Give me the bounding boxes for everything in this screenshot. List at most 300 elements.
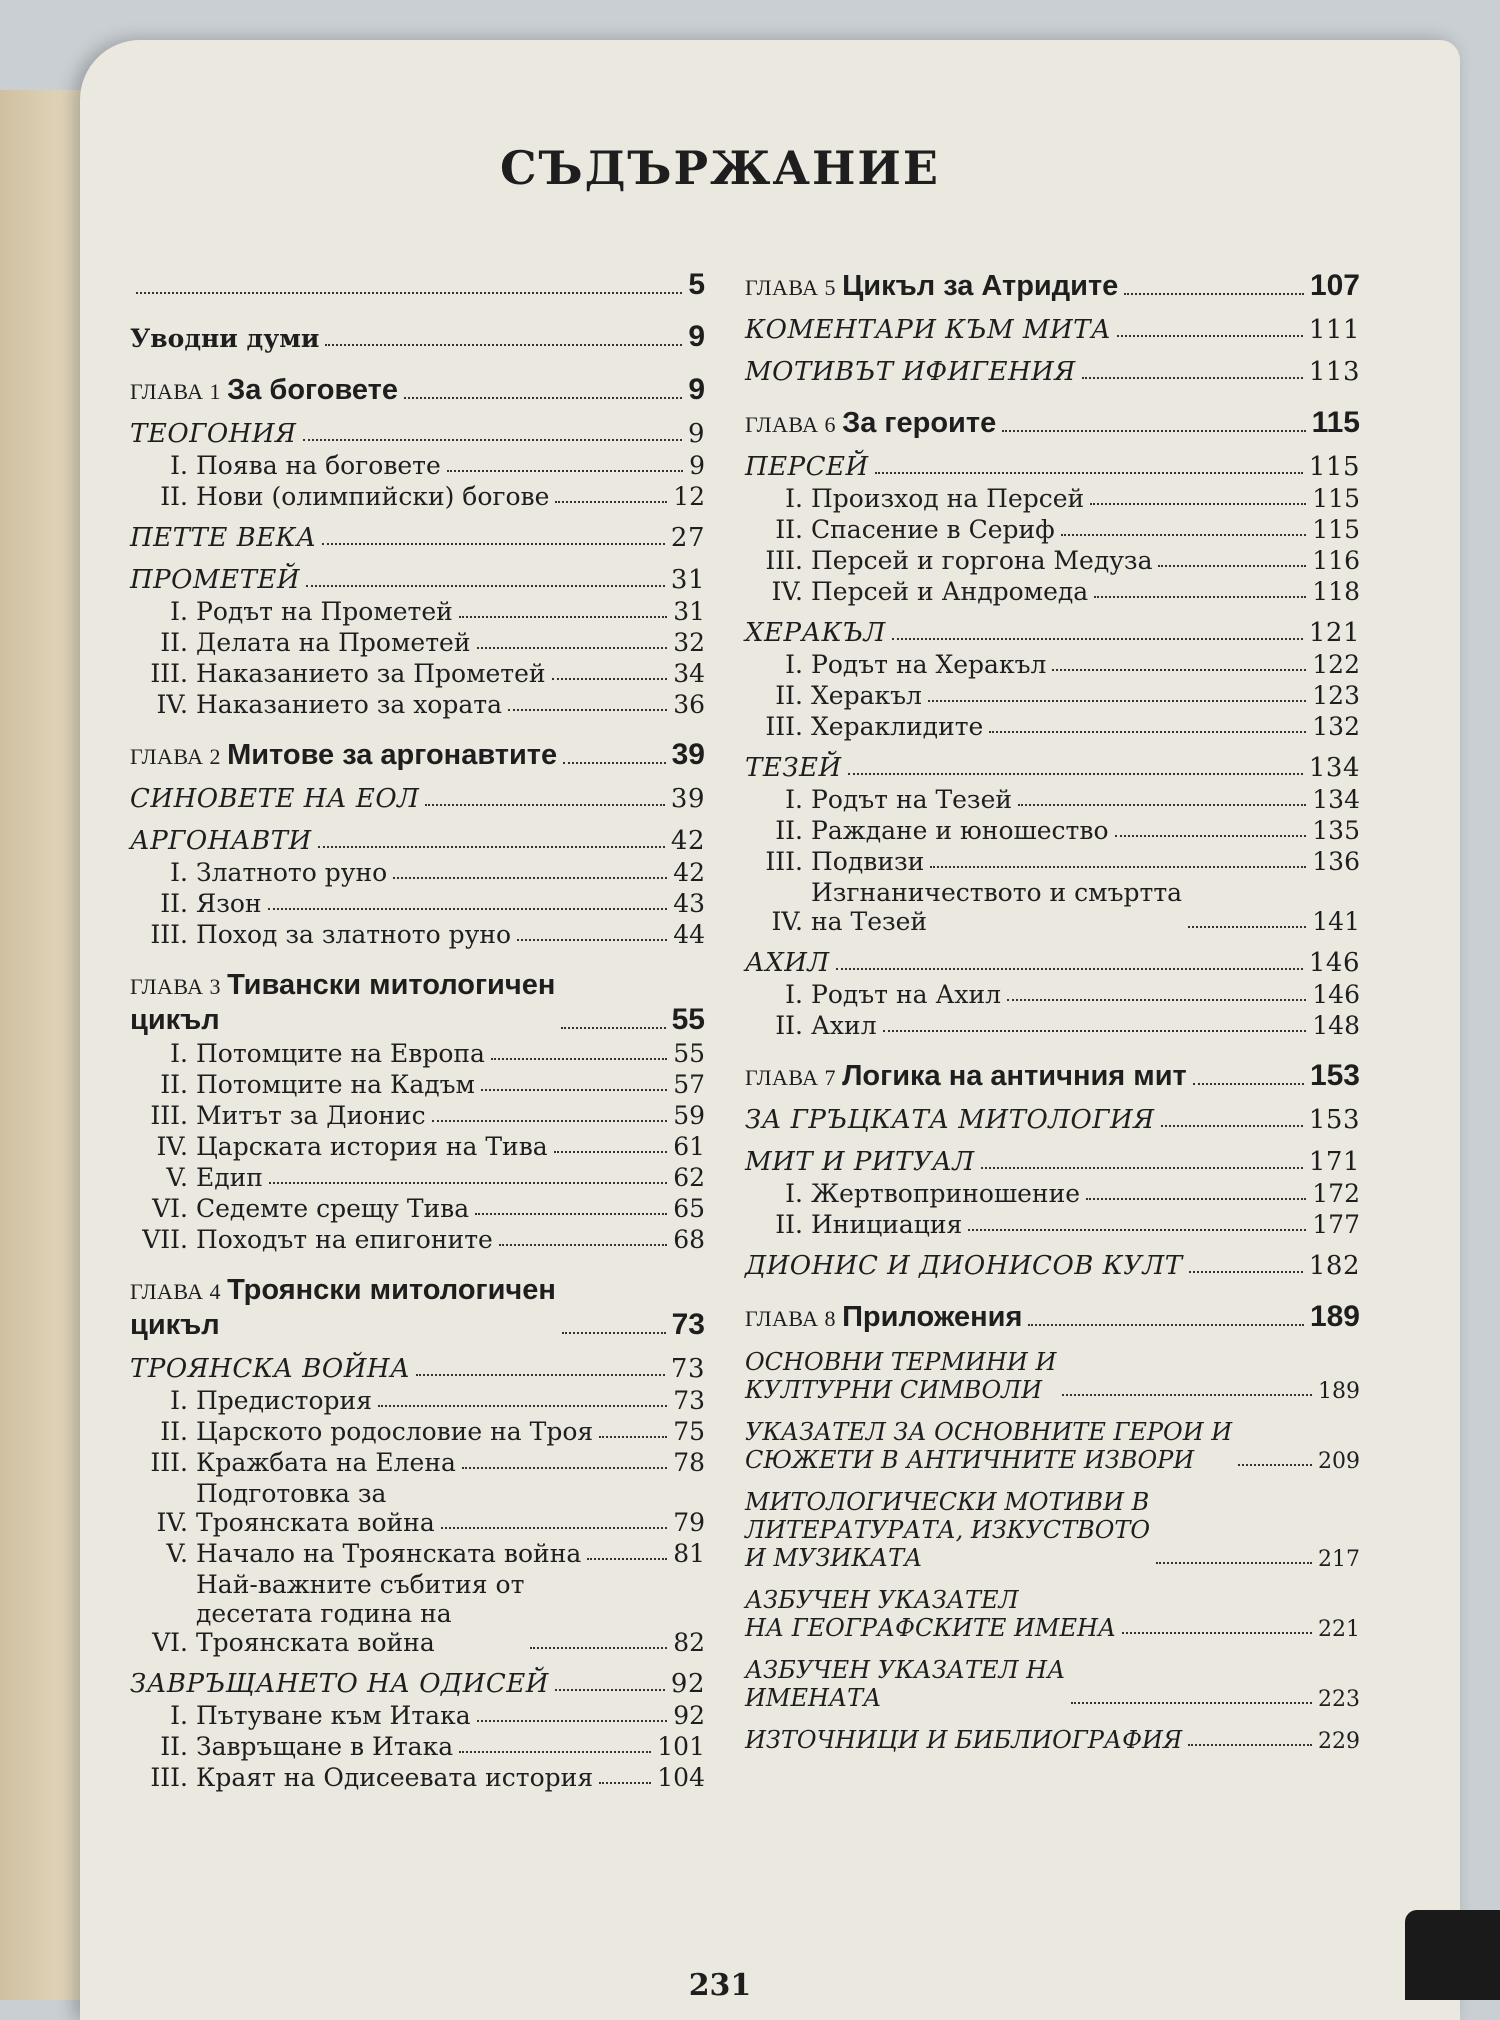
subsection-title: Спасение в Сериф (811, 515, 1055, 544)
page-number-ref: 118 (1312, 577, 1360, 606)
dot-leader (892, 638, 1303, 640)
toc-entry-sub (130, 858, 705, 887)
dot-leader (1002, 430, 1305, 432)
subsection-title: Хераклидите (811, 712, 984, 741)
subsection-title: Язон (196, 889, 262, 918)
toc-entry-section (745, 1147, 1360, 1177)
roman-numeral: III. (150, 1101, 188, 1130)
toc-entry-sub (130, 1101, 705, 1130)
toc-entry-chapter-intro (130, 320, 705, 354)
page-number-ref: 115 (1312, 515, 1360, 544)
dot-leader (306, 585, 665, 587)
dot-leader (1052, 669, 1306, 671)
roman-numeral: IV. (156, 1508, 188, 1537)
roman-numeral: I. (170, 1386, 188, 1415)
dot-leader (563, 762, 665, 764)
chapter-heading (130, 737, 557, 772)
page-number-ref: 79 (673, 1508, 705, 1537)
dot-leader (599, 1782, 651, 1784)
toc-right-list (745, 268, 1360, 1754)
section-title: ТЕОГОНИЯ (130, 419, 297, 449)
dot-leader (836, 968, 1303, 970)
subsection-heading (130, 1570, 524, 1657)
toc-entry-sub (745, 847, 1360, 876)
dot-leader (562, 1332, 666, 1334)
roman-numeral: II. (160, 1417, 188, 1446)
toc-entry-sub (130, 1132, 705, 1161)
dot-leader (393, 877, 667, 879)
dot-leader (508, 709, 667, 711)
roman-numeral: III. (765, 546, 803, 575)
toc-entry-chapter (130, 1272, 705, 1342)
dot-leader (1158, 565, 1306, 567)
toc-entry-chapter (745, 1058, 1360, 1093)
toc-entry-sub (745, 712, 1360, 741)
page-number-ref: 115 (1311, 406, 1360, 439)
subsection-title: Златното руно (196, 858, 388, 887)
subsection-heading (745, 878, 1182, 936)
subsection-title: Родът на Тезей (811, 785, 1013, 814)
dot-leader (1156, 1562, 1312, 1564)
toc-entry-chapter (745, 1299, 1360, 1334)
dot-leader (441, 1527, 667, 1529)
subsection-title: Ахил (811, 1011, 877, 1040)
page-number-ref: 177 (1312, 1210, 1360, 1239)
toc-entry-sub (745, 1011, 1360, 1040)
subsection-heading (745, 515, 1055, 544)
toc-entry-sub (745, 980, 1360, 1009)
roman-numeral: II. (775, 1011, 803, 1040)
page-number-ref: 73 (671, 1308, 705, 1341)
dot-leader (928, 700, 1306, 702)
subsection-heading (130, 1539, 581, 1568)
chapter-title: Цикъл за Атридите (842, 270, 1119, 302)
dot-leader (1193, 1083, 1304, 1085)
subsection-heading (745, 484, 1084, 513)
page-number-ref: 65 (673, 1194, 705, 1223)
dot-leader (499, 1244, 667, 1246)
dot-leader (968, 1229, 1306, 1231)
subsection-title: Родът на Прометей (196, 597, 453, 626)
subsection-heading (745, 712, 983, 741)
dot-leader (378, 1405, 667, 1407)
chapter-heading (745, 1299, 1022, 1334)
roman-numeral: III. (150, 1763, 188, 1792)
toc-entry-appendix (745, 1726, 1360, 1754)
subsection-heading (745, 785, 1012, 814)
toc-entry-sub (130, 1763, 705, 1792)
dot-leader (555, 501, 667, 503)
chapter-label: ГЛАВА 2 (130, 744, 222, 769)
toc-entry-sub (130, 482, 705, 511)
dot-leader (1071, 1702, 1312, 1704)
toc-entry-section (745, 618, 1360, 648)
subsection-heading (130, 482, 549, 511)
page-number-ref: 39 (670, 784, 705, 814)
chapter-title: Логика на античния мит (842, 1060, 1187, 1092)
subsection-heading (130, 597, 453, 626)
subsection-title: Персей и горгона Медуза (811, 546, 1153, 575)
roman-numeral: IV. (156, 690, 188, 719)
page-number-ref: 9 (688, 373, 705, 406)
chapter-title: Митове за аргонавтите (227, 739, 558, 771)
page-number-ref: 78 (673, 1448, 705, 1477)
subsection-heading (130, 1194, 469, 1223)
page-number-ref: 111 (1308, 315, 1360, 345)
page-number-ref: 9 (688, 320, 705, 353)
subsection-heading (745, 650, 1046, 679)
subsection-heading (130, 1417, 593, 1446)
subsection-heading (745, 816, 1109, 845)
toc-entry-sub (130, 1163, 705, 1192)
chapter-heading (130, 967, 555, 1037)
subsection-heading (130, 858, 387, 887)
dot-leader (416, 1374, 665, 1376)
dot-leader (989, 731, 1306, 733)
toc-entry-sub (745, 681, 1360, 710)
roman-numeral: I. (785, 785, 803, 814)
dot-leader (1188, 1744, 1312, 1746)
page-number-ref: 141 (1312, 907, 1360, 936)
toc-entry-sub (745, 515, 1360, 544)
subsection-heading (130, 1101, 426, 1130)
dot-leader (322, 543, 664, 545)
dot-leader (303, 439, 682, 441)
roman-numeral: III. (150, 920, 188, 949)
chapter-title: За боговете (227, 374, 398, 406)
dot-leader (325, 344, 682, 346)
dot-leader (552, 678, 668, 680)
dot-leader (404, 397, 682, 399)
subsection-title: Делата на Прометей (196, 628, 471, 657)
subsection-heading (745, 980, 1001, 1009)
appendix-title: АЗБУЧЕН УКАЗАТЕЛ НА ГЕОГРАФСКИТЕ ИМЕНА (745, 1586, 1117, 1642)
dot-leader (481, 1089, 667, 1091)
page-number-ref: 107 (1309, 269, 1360, 302)
toc-entry-sub (745, 577, 1360, 606)
toc-entry-section (745, 1251, 1360, 1281)
subsection-heading (130, 920, 511, 949)
subsection-heading (130, 1386, 372, 1415)
binder-clip (1405, 1910, 1500, 2000)
toc-entry-section (745, 753, 1360, 783)
subsection-heading (130, 1163, 263, 1192)
page-title: СЪДЪРЖАНИЕ (500, 140, 940, 195)
chapter-title: Приложения (842, 1301, 1023, 1333)
toc-left-list (130, 268, 705, 1792)
dot-leader (517, 939, 667, 941)
roman-numeral: IV. (771, 577, 803, 606)
roman-numeral: II. (160, 889, 188, 918)
appendix-title: МИТОЛОГИЧЕСКИ МОТИВИ В ЛИТЕРАТУРАТА, ИЗКУСТВОТО И МУЗИКАТА (745, 1488, 1151, 1572)
page-number-ref: 42 (670, 826, 705, 856)
toc-entry-appendix (745, 1348, 1360, 1404)
dot-leader (1018, 804, 1306, 806)
page-number-ref: 75 (673, 1417, 705, 1446)
chapter-heading (130, 1272, 556, 1342)
dot-leader (425, 804, 665, 806)
dot-leader (1086, 1198, 1306, 1200)
subsection-heading (130, 628, 471, 657)
roman-numeral: II. (775, 816, 803, 845)
roman-numeral: II. (775, 681, 803, 710)
toc-entry-sub (130, 451, 705, 480)
roman-numeral: I. (785, 1179, 803, 1208)
page-number-ref: 55 (673, 1039, 705, 1068)
section-title: СИНОВЕТЕ НА ЕОЛ (130, 784, 420, 814)
subsection-title: Потомците на Кадъм (196, 1070, 476, 1099)
subsection-heading (130, 659, 546, 688)
subsection-title: Поход за златното руно (196, 920, 512, 949)
toc-entry-sub (130, 628, 705, 657)
chapter-label: ГЛАВА 1 (130, 379, 222, 404)
page-number-ref: 81 (673, 1539, 705, 1568)
page-number-ref: 12 (673, 482, 705, 511)
toc-entry-appendix (745, 1488, 1360, 1572)
toc-entry-section (745, 452, 1360, 482)
section-title: АХИЛ (745, 948, 830, 978)
section-title: ТРОЯНСКА ВОЙНА (130, 1354, 411, 1384)
dot-leader (136, 292, 682, 294)
chapter-label: ГЛАВА 4 (130, 1279, 222, 1304)
dot-leader (1007, 999, 1306, 1001)
subsection-heading (130, 1732, 453, 1761)
chapter-heading (745, 1058, 1187, 1093)
subsection-title: Едип (196, 1163, 263, 1192)
toc-entry-sub (130, 597, 705, 626)
toc-entry-sub (130, 920, 705, 949)
subsection-title: Жертвоприношение (811, 1179, 1081, 1208)
subsection-title: Походът на епигоните (196, 1225, 493, 1254)
toc-entry-sub (130, 1039, 705, 1068)
subsection-heading (130, 1763, 593, 1792)
subsection-title: Предистория (196, 1386, 372, 1415)
roman-numeral: II. (160, 482, 188, 511)
section-title: ЗАВРЪЩАНЕТО НА ОДИСЕЙ (130, 1669, 549, 1699)
page-number-ref: 61 (673, 1132, 705, 1161)
chapter-label: ГЛАВА 7 (745, 1065, 837, 1090)
toc-entry-sub (130, 1386, 705, 1415)
toc-entry-chapter (745, 268, 1360, 303)
subsection-title: Наказанието за хората (196, 690, 503, 719)
subsection-title: Митът за Дионис (196, 1101, 426, 1130)
page-number-ref: 27 (670, 523, 705, 553)
subsection-heading (130, 1070, 475, 1099)
subsection-heading (745, 1179, 1080, 1208)
toc-entry-sub (130, 1732, 705, 1761)
roman-numeral: I. (170, 451, 188, 480)
dot-leader (1094, 596, 1306, 598)
page-number-ref: 223 (1318, 1687, 1360, 1712)
dot-leader (883, 1030, 1307, 1032)
page-number-ref: 134 (1308, 753, 1360, 783)
dot-leader (1188, 926, 1306, 928)
page-number-ref: 172 (1312, 1179, 1360, 1208)
section-title: АРГОНАВТИ (130, 826, 312, 856)
page-number-ref: 189 (1309, 1300, 1360, 1333)
dot-leader (554, 1151, 668, 1153)
page-number-ref: 101 (657, 1732, 705, 1761)
chapter-title: Тивански митологичен цикъл (130, 969, 556, 1036)
section-title: ПРОМЕТЕЙ (130, 565, 301, 595)
subsection-title: Изгнаничеството и смъртта на Тезей (811, 878, 1183, 936)
page-number-ref: 153 (1309, 1059, 1360, 1092)
roman-numeral: V. (166, 1163, 188, 1192)
subsection-title: Нови (олимпийски) богове (196, 482, 550, 511)
page-number-ref: 123 (1312, 681, 1360, 710)
dot-leader (1115, 835, 1307, 837)
subsection-heading (130, 1039, 485, 1068)
subsection-heading (745, 681, 922, 710)
chapter-title: Троянски митологичен цикъл (130, 1274, 556, 1341)
dot-leader (432, 1120, 668, 1122)
page-number-ref: 189 (1318, 1379, 1360, 1404)
roman-numeral: II. (160, 628, 188, 657)
subsection-heading (745, 1011, 877, 1040)
roman-numeral: I. (785, 484, 803, 513)
toc-entry-sub (745, 785, 1360, 814)
page-number-ref: 31 (670, 565, 705, 595)
chapter-label: ГЛАВА 6 (745, 412, 837, 437)
section-title: ХЕРАКЪЛ (745, 618, 886, 648)
roman-numeral: III. (150, 659, 188, 688)
toc-entry-section (130, 1354, 705, 1384)
chapter-title: Уводни думи (130, 324, 320, 353)
subsection-heading (745, 1210, 962, 1239)
page-number-ref: 134 (1312, 785, 1360, 814)
page-number-ref: 9 (687, 419, 705, 449)
dot-leader (1161, 1125, 1303, 1127)
page-number-ref: 171 (1308, 1147, 1360, 1177)
dot-leader (459, 616, 667, 618)
subsection-title: Родът на Ахил (811, 980, 1002, 1009)
toc-entry-sub (745, 878, 1360, 936)
dot-leader (268, 908, 668, 910)
dot-leader (475, 1213, 667, 1215)
subsection-title: Най-важните събития от десетата година на Троянската война (196, 1570, 525, 1657)
subsection-title: Подвизи (811, 847, 925, 876)
subsection-title: Инициация (811, 1210, 963, 1239)
appendix-title: АЗБУЧЕН УКАЗАТЕЛ НА ИМЕНАТА (745, 1656, 1066, 1712)
page-number-ref: 115 (1308, 452, 1360, 482)
dot-leader (462, 1467, 667, 1469)
page-number-ref: 59 (673, 1101, 705, 1130)
page-number-ref: 104 (657, 1763, 705, 1792)
page-number-ref: 146 (1312, 980, 1360, 1009)
toc-entry-section (745, 315, 1360, 345)
toc-entry-section (745, 357, 1360, 387)
roman-numeral: III. (765, 847, 803, 876)
dot-leader (530, 1647, 667, 1649)
chapter-label: ГЛАВА 8 (745, 1306, 837, 1331)
dot-leader (1062, 1394, 1312, 1396)
subsection-title: Персей и Андромеда (811, 577, 1089, 606)
section-title: ПЕТТЕ ВЕКА (130, 523, 317, 553)
roman-numeral: I. (170, 597, 188, 626)
roman-numeral: II. (775, 1210, 803, 1239)
page-number-ref: 62 (673, 1163, 705, 1192)
toc-entry-appendix (745, 1586, 1360, 1642)
toc-entry-chapter (130, 737, 705, 772)
page-number-ref: 82 (673, 1628, 705, 1657)
dot-leader (1028, 1324, 1304, 1326)
appendix-title: ОСНОВНИ ТЕРМИНИ И КУЛТУРНИ СИМВОЛИ (745, 1348, 1057, 1404)
subsection-heading (130, 1701, 471, 1730)
subsection-title: Царската история на Тива (196, 1132, 548, 1161)
page-number-ref: 36 (673, 690, 705, 719)
subsection-heading (130, 451, 441, 480)
subsection-title: Краят на Одисеевата история (196, 1763, 594, 1792)
dot-leader (318, 846, 665, 848)
section-title: КОМЕНТАРИ КЪМ МИТА (745, 315, 1112, 345)
subsection-title: Потомците на Европа (196, 1039, 485, 1068)
toc-entry-sub (130, 1225, 705, 1254)
page-number-ref: 31 (673, 597, 705, 626)
roman-numeral: I. (170, 1701, 188, 1730)
page-number-ref: 32 (673, 628, 705, 657)
page-number-ref: 43 (673, 889, 705, 918)
roman-numeral: IV. (771, 907, 803, 936)
page-number-ref: 9 (689, 451, 705, 480)
toc-entry-chapter (130, 967, 705, 1037)
toc-entry-sub (745, 1210, 1360, 1239)
dot-leader (981, 1167, 1303, 1169)
page-number-ref: 209 (1318, 1449, 1360, 1474)
page-number-ref: 73 (673, 1386, 705, 1415)
chapter-heading (130, 320, 319, 354)
section-title: МОТИВЪТ ИФИГЕНИЯ (745, 357, 1076, 387)
page-number-ref: 132 (1312, 712, 1360, 741)
page-number-ref: 39 (671, 738, 705, 771)
dot-leader (1090, 503, 1306, 505)
subsection-title: Наказанието за Прометей (196, 659, 546, 688)
roman-numeral: IV. (156, 1132, 188, 1161)
page-number-ref: 146 (1308, 948, 1360, 978)
appendix-title: УКАЗАТЕЛ ЗА ОСНОВНИТЕ ГЕРОИ И СЮЖЕТИ В АНТИЧНИТЕ ИЗВОРИ (745, 1418, 1233, 1474)
subsection-title: Пътуване към Итака (196, 1701, 471, 1730)
toc-entry-sub (745, 650, 1360, 679)
book-spine-edge (0, 90, 90, 2000)
toc-entry-sub (745, 484, 1360, 513)
page-number-ref: 115 (1312, 484, 1360, 513)
toc-entry-sub (130, 1701, 705, 1730)
dot-leader (930, 866, 1306, 868)
page-number-ref: 136 (1312, 847, 1360, 876)
toc-entry-sub (130, 1570, 705, 1657)
page-number-ref: 68 (673, 1225, 705, 1254)
toc-entry-section (130, 565, 705, 595)
toc-entry-appendix (745, 1418, 1360, 1474)
subsection-heading (130, 1479, 435, 1537)
roman-numeral: VI. (152, 1628, 188, 1657)
section-title: ДИОНИС И ДИОНИСОВ КУЛТ (745, 1251, 1183, 1281)
page-number-ref: 92 (670, 1669, 705, 1699)
toc-entry-chapter (745, 405, 1360, 440)
dot-leader (875, 472, 1303, 474)
toc-entry-page-only (130, 268, 705, 302)
roman-numeral: II. (160, 1070, 188, 1099)
subsection-heading (130, 889, 262, 918)
page-number-ref: 153 (1308, 1105, 1360, 1135)
subsection-title: Херакъл (811, 681, 922, 710)
section-title: ПЕРСЕЙ (745, 452, 869, 482)
toc-entry-sub (130, 1070, 705, 1099)
roman-numeral: I. (170, 858, 188, 887)
dot-leader (587, 1558, 667, 1560)
dot-leader (555, 1689, 665, 1691)
dot-leader (1082, 377, 1303, 379)
roman-numeral: II. (160, 1732, 188, 1761)
